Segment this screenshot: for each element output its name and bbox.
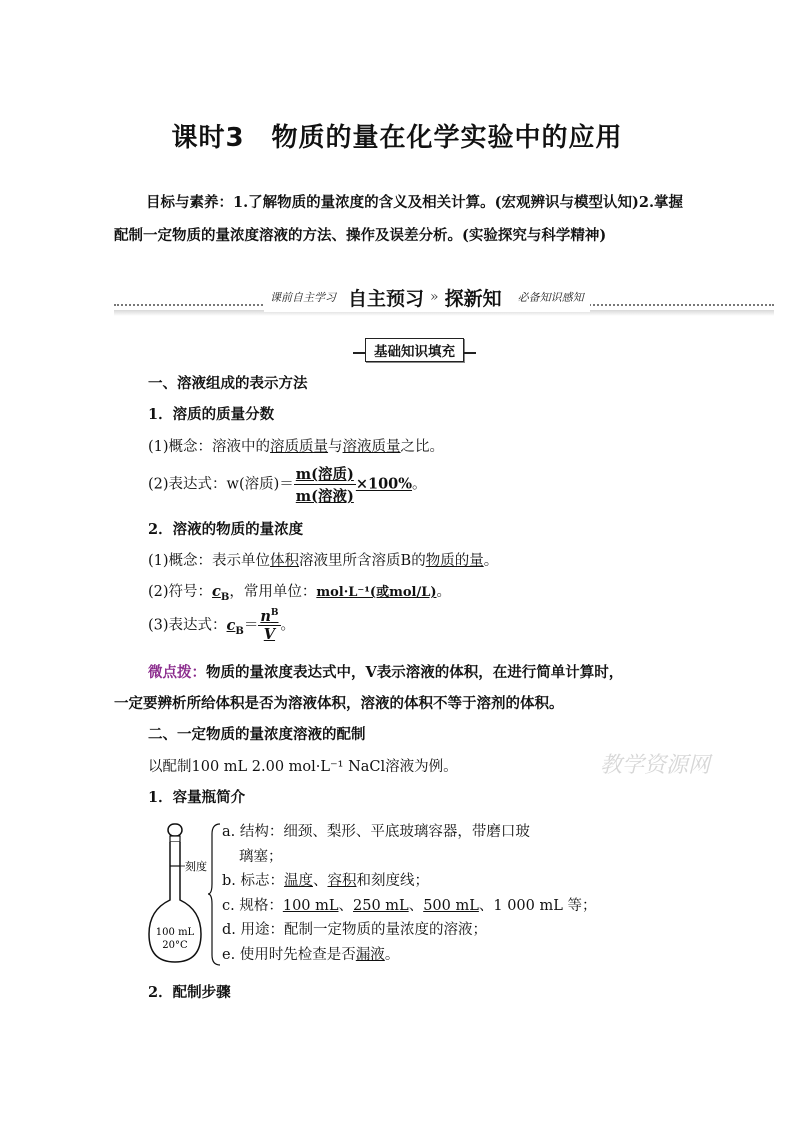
molarity-concept: (1)概念：表示单位体积溶液里所含溶质B的物质的量。	[148, 553, 499, 569]
part2-sub2: 2．配制步骤	[148, 984, 231, 1001]
tip-line-1: 微点拨：物质的量浓度表达式中，V表示溶液的体积，在进行简单计算时，	[148, 664, 624, 681]
list-item-b: b. 标志：温度、容积和刻度线；	[222, 873, 429, 889]
list-item-a2: 璃塞；	[239, 848, 283, 865]
learning-goals: 目标与素养：1.了解物质的量浓度的含义及相关计算。(宏观辨识与模型认知)2.掌握配制一定物质的量浓度溶液的方法、操作及误差分析。(实验探究与科学精神)	[114, 194, 683, 244]
mass-fraction-expression: (2)表达式：w(溶质)＝ $\frac{\text{m(溶质)}}{\text{m(溶液)}}$ ×100%。	[148, 463, 427, 506]
flask-temp-label: 20°C	[162, 940, 188, 951]
banner-right-text: 必备知识感知	[517, 291, 584, 304]
watermark: 教学资源网	[600, 753, 711, 778]
banner-main-text-1: 自主预习	[348, 287, 425, 310]
tip-line-2: 一定要辨析所给体积是否为溶液体积，溶液的体积不等于溶剂的体积。	[114, 695, 564, 712]
flask-info-list	[222, 820, 596, 967]
part1-heading: 一、溶液组成的表示方法	[148, 375, 308, 392]
part1-sub1: 1．溶质的质量分数	[148, 406, 275, 423]
molarity-symbol: (2)符号：$c_B$，常用单位：mol·L⁻¹(或mol/L)。	[148, 583, 451, 603]
brace-icon	[208, 822, 222, 967]
double-chevron-icon: »	[430, 289, 439, 305]
list-item-c: c. 规格：100 mL、250 mL、500 mL、1 000 mL 等；	[222, 897, 597, 914]
banner-left-text: 课前自主学习	[270, 291, 336, 304]
flask-volume-label: 100 mL	[155, 927, 195, 938]
part1-sub2: 2．溶液的物质的量浓度	[148, 521, 304, 538]
part2-example: 以配制100 mL 2.00 mol·L⁻¹ NaCl溶液为例。	[148, 759, 458, 775]
list-item-a1: a. 结构：细颈、梨形、平底玻璃容器，带磨口玻	[222, 824, 530, 840]
list-item-e: e. 使用时先检查是否漏液。	[222, 946, 400, 963]
mass-fraction-concept: (1)概念：溶液中的溶质质量与溶液质量之比。	[148, 439, 445, 455]
part2-heading: 二、一定物质的量浓度溶液的配制	[148, 726, 366, 743]
page-title: 课时3 物质的量在化学实验中的应用	[171, 123, 623, 153]
section-banner	[114, 282, 774, 324]
part2-sub1: 1．容量瓶简介	[148, 789, 246, 806]
list-item-d: d. 用途：配制一定物质的量浓度的溶液；	[222, 922, 487, 938]
banner-main-text-2: 探新知	[444, 287, 502, 310]
molarity-expression: (3)表达式：$c_B=$ $\frac{n^B}{V}$ 。	[148, 608, 295, 643]
flask-mark-label: 刻度	[185, 860, 207, 873]
section-label: 基础知识填充	[345, 338, 484, 362]
